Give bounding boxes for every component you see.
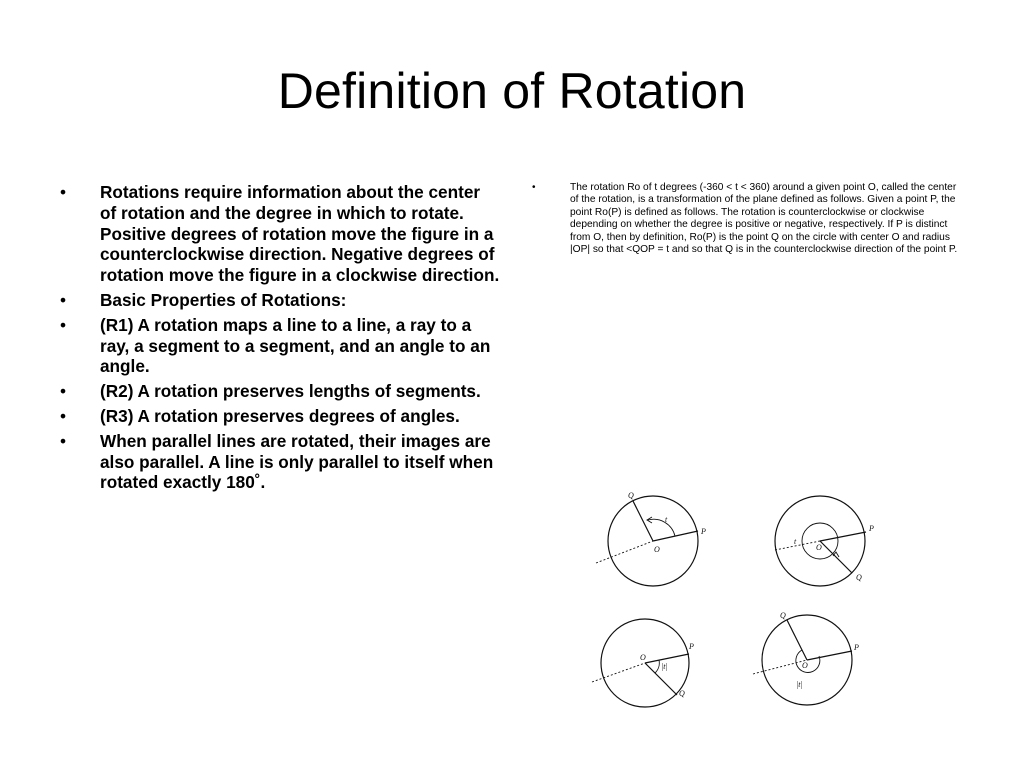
list-item xyxy=(58,182,500,286)
label-p: P xyxy=(701,527,706,536)
reference-line xyxy=(592,663,645,682)
bullet-text: Basic Properties of Rotations: xyxy=(100,289,347,310)
list-item xyxy=(58,290,500,311)
bullet-icon: • xyxy=(60,381,67,402)
rotation-diagrams xyxy=(590,488,880,716)
radius-oq xyxy=(633,501,653,541)
slide-title: Definition of Rotation xyxy=(277,63,747,119)
list-item xyxy=(530,182,962,256)
reference-line xyxy=(753,660,807,674)
label-q: Q xyxy=(679,689,685,698)
rotation-figure-negative xyxy=(592,619,689,707)
left-bullet-list xyxy=(58,182,500,497)
bullet-icon: • xyxy=(532,182,536,193)
angle-arc xyxy=(648,519,675,536)
radius-op xyxy=(820,532,866,541)
label-q: Q xyxy=(780,611,786,620)
rotation-figure-clockwise xyxy=(775,496,866,586)
label-p: P xyxy=(869,524,874,533)
bullet-text: The rotation Ro of t degrees (-360 < t < 360) around a given point O, called the center of the rotation, is a transformation of the plane defined as follows. Given a point P, the point Ro(P) is defined as follows. The rotation is counterclockwise or clockwise depending on whether the degree is positive or negative, respectively. If P is distinct from O, then by definition, Ro(P) is the point Q on the circle with center O and radius |OP| so that <QOP = t and so that Q is in the counterclockwise direction of the point P. xyxy=(570,182,958,256)
label-p: P xyxy=(689,642,694,651)
list-item xyxy=(58,431,500,493)
rotation-figure-counterclockwise xyxy=(596,496,698,586)
label-t: t xyxy=(665,515,668,524)
label-t: |t| xyxy=(661,662,668,671)
bullet-text: (R3) A rotation preserves degrees of angles. xyxy=(100,405,460,426)
bullet-icon: • xyxy=(60,289,67,310)
bullet-text: Rotations require information about the center of rotation and the degree in which to rotate. Positive degrees of rotation move the figure in a counterclockwise direction. Negative degrees of rotation move the figure in a clockwise direction. xyxy=(100,182,500,286)
right-bullet-list xyxy=(530,182,962,256)
bullet-icon: • xyxy=(60,430,67,451)
list-item xyxy=(58,381,500,402)
label-o: O xyxy=(654,545,660,554)
rotation-figure-reflex xyxy=(753,615,852,705)
label-o: O xyxy=(640,653,646,662)
list-item xyxy=(58,315,500,377)
label-o: O xyxy=(802,661,808,670)
label-t: |t| xyxy=(796,680,803,689)
label-q: Q xyxy=(628,491,634,500)
bullet-text: When parallel lines are rotated, their images are also parallel. A line is only parallel to itself when rotated exactly 180˚. xyxy=(100,430,494,493)
label-q: Q xyxy=(856,573,862,582)
label-o: O xyxy=(816,543,822,552)
reference-line xyxy=(775,541,820,550)
radius-op xyxy=(807,651,852,660)
radius-op xyxy=(653,531,698,541)
bullet-text: (R2) A rotation preserves lengths of segments. xyxy=(100,381,481,402)
bullet-icon: • xyxy=(60,314,67,335)
bullet-icon: • xyxy=(60,182,67,202)
bullet-text: (R1) A rotation maps a line to a line, a ray to a ray, a segment to a segment, and an angle to an angle. xyxy=(100,314,491,377)
reference-line xyxy=(596,541,653,563)
list-item xyxy=(58,406,500,427)
radius-oq xyxy=(820,541,852,573)
radius-oq xyxy=(787,620,807,660)
label-p: P xyxy=(854,643,859,652)
label-t: t xyxy=(794,537,797,546)
angle-arc xyxy=(796,650,820,672)
bullet-icon: • xyxy=(60,405,67,426)
angle-arc xyxy=(655,660,659,673)
